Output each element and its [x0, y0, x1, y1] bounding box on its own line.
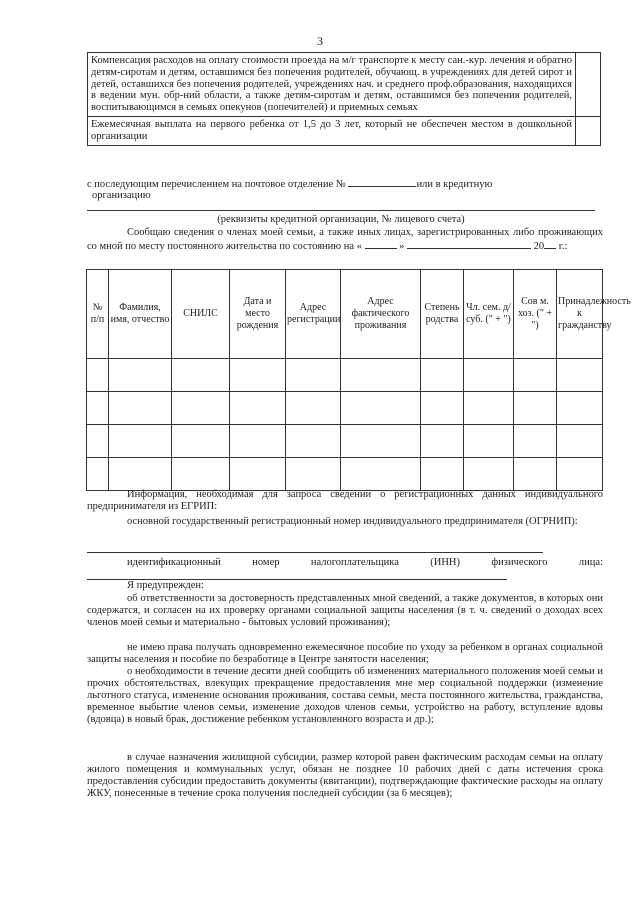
table-cell[interactable] [172, 392, 230, 425]
table-cell[interactable] [230, 425, 286, 458]
table-cell[interactable] [464, 359, 514, 392]
table-cell[interactable] [557, 359, 603, 392]
col-header-citizenship: Принадлежность к гражданству [557, 270, 603, 359]
family-members-table [86, 269, 631, 491]
col-header-fullname: Фамилия, имя, отчество [109, 270, 172, 359]
table-cell[interactable] [172, 458, 230, 491]
table-cell[interactable] [514, 425, 557, 458]
table-cell[interactable] [109, 458, 172, 491]
warning-heading: Я предупрежден: [127, 580, 204, 591]
table-row [87, 458, 603, 491]
table-cell[interactable] [421, 425, 464, 458]
table-cell[interactable] [87, 425, 109, 458]
col-header-birth: Дата и место рождения [230, 270, 286, 359]
table-header-row [87, 270, 603, 359]
col-header-joint-household: Сов м. хоз. (" + ") [514, 270, 557, 359]
warning-item: об ответственности за достоверность представленных мной сведений, а также документов, в которых они содержатся, и согласен на их проверку органами социальной защиты населения (в т. ч. сведений о доходах всех членов моей семьи и материально - бытовых условий проживания); [87, 593, 603, 628]
table-cell[interactable] [109, 359, 172, 392]
col-header-registration: Адрес регистрации [286, 270, 341, 359]
ogrnip-label: основной государственный регистрационный номер индивидуального предпринимателя (ОГРНИП): [127, 516, 578, 527]
table-cell[interactable] [464, 392, 514, 425]
family-intro [87, 227, 603, 253]
table-cell[interactable] [514, 359, 557, 392]
table-cell[interactable] [109, 425, 172, 458]
year-suffix: г.: [558, 241, 568, 252]
year-prefix: 20 [533, 241, 545, 252]
ogrnip-field[interactable] [87, 552, 543, 553]
benefit-checkbox[interactable] [576, 53, 601, 117]
table-cell[interactable] [514, 392, 557, 425]
table-row [87, 359, 603, 392]
benefits-table [87, 52, 601, 146]
table-cell[interactable] [172, 359, 230, 392]
requisites-caption: (реквизиты кредитной организации, № лицевого счета) [217, 214, 465, 225]
egrip-info: Информация, необходимая для запроса сведений о регистрационных данных индивидуального предпринимателя из ЕГРИП: [87, 489, 603, 512]
table-cell[interactable] [514, 458, 557, 491]
benefit-row [88, 53, 601, 117]
col-header-number: № п/п [87, 270, 109, 359]
table-cell[interactable] [341, 359, 421, 392]
table-cell[interactable] [464, 458, 514, 491]
table-cell[interactable] [286, 425, 341, 458]
table-cell[interactable] [286, 359, 341, 392]
table-cell[interactable] [230, 359, 286, 392]
month-field[interactable] [407, 239, 531, 249]
table-cell[interactable] [557, 425, 603, 458]
table-cell[interactable] [341, 458, 421, 491]
table-cell[interactable] [87, 458, 109, 491]
col-header-relationship: Степень родства [421, 270, 464, 359]
table-cell[interactable] [341, 392, 421, 425]
transfer-line [87, 177, 607, 191]
transfer-text-start: с последующим перечислением на почтовое отделение № [87, 179, 346, 190]
col-header-snils: СНИЛС [172, 270, 230, 359]
table-cell[interactable] [230, 458, 286, 491]
benefit-checkbox[interactable] [576, 116, 601, 145]
page-number: 3 [317, 34, 323, 48]
table-row [87, 425, 603, 458]
table-cell[interactable] [172, 425, 230, 458]
table-cell[interactable] [557, 392, 603, 425]
table-cell[interactable] [87, 392, 109, 425]
table-cell[interactable] [286, 458, 341, 491]
table-cell[interactable] [87, 359, 109, 392]
quote-close: » [399, 241, 405, 252]
benefit-row [88, 116, 601, 145]
table-row [87, 392, 603, 425]
warning-item: в случае назначения жилищной субсидии, размер которой равен фактическим расходам семьи на оплату жилого помещения и коммунальных услуг, обязан не позднее 10 рабочих дней с даты истечения срока предоставления субсидии предоставить документы (квитанции), подтверждающие фактические расходы на оплату ЖКУ, понесенные в течение срока получения последней субсидии (за 6 месяцев); [87, 752, 603, 799]
requisites-field[interactable] [87, 210, 595, 211]
transfer-line-2: организацию [92, 190, 151, 201]
inn-label: идентификационный номер налогоплательщика (ИНН) физического лица: [127, 557, 603, 568]
year-field[interactable] [544, 239, 556, 249]
table-cell[interactable] [421, 359, 464, 392]
table-cell[interactable] [464, 425, 514, 458]
warning-item: о необходимости в течение десяти дней сообщить об изменениях материального положения моей семьи и прочих обстоятельствах, влекущих прекращение предоставления мне мер социальной поддержки (изменение льготного статуса, изменение основания проживания, состава семьи, места постоянного жительства, гражданства, временное выбытие членов семьи, изменение доходов членов семьи, устройство на работу, вступление вдовы (вдовца) в новый брак, достижение ребенком установленного возраста и др.); [87, 666, 603, 725]
quote-open: « [356, 241, 362, 252]
table-cell[interactable] [557, 458, 603, 491]
benefit-text: Компенсация расходов на оплату стоимости проезда на м/г транспорте к месту сан.-кур. лечения и обратно детям-сиротам и детям, оставшимся без попечения родителей, обучающ. в учреждениях для детей сирот и детей, оставшихся без попечения родителей, учреждениях нач. и среднего проф.образования, находящихся в ведении мун. обр-ний области, а также детям-сиротам и детям, оставшимся без попечения родителей, воспитывающимся в семьях опекунов (попечителей) и приемных семьях [88, 53, 576, 117]
warning-item: не имею права получать одновременно ежемесячное пособие по уходу за ребенком в органах социальной защиты населения и пособие по безработице в Центре занятости населения; [87, 642, 603, 665]
post-office-number-field[interactable] [348, 177, 416, 187]
table-cell[interactable] [421, 392, 464, 425]
table-cell[interactable] [286, 392, 341, 425]
col-header-family-member: Чл. сем. д/суб. (" + ") [464, 270, 514, 359]
day-field[interactable] [365, 239, 397, 249]
transfer-text-end: или в кредитную [416, 179, 493, 190]
table-cell[interactable] [230, 392, 286, 425]
table-cell[interactable] [421, 458, 464, 491]
table-cell[interactable] [109, 392, 172, 425]
col-header-actual-address: Адрес фактического проживания [341, 270, 421, 359]
family-intro-text: Сообщаю сведения о членах моей семьи, а также иных лицах, зарегистрированных либо проживающих со мной по месту постоянного жительства по состоянию на [87, 227, 603, 252]
benefit-text: Ежемесячная выплата на первого ребенка от 1,5 до 3 лет, который не обеспечен местом в дошкольной организации [88, 116, 576, 145]
table-cell[interactable] [341, 425, 421, 458]
